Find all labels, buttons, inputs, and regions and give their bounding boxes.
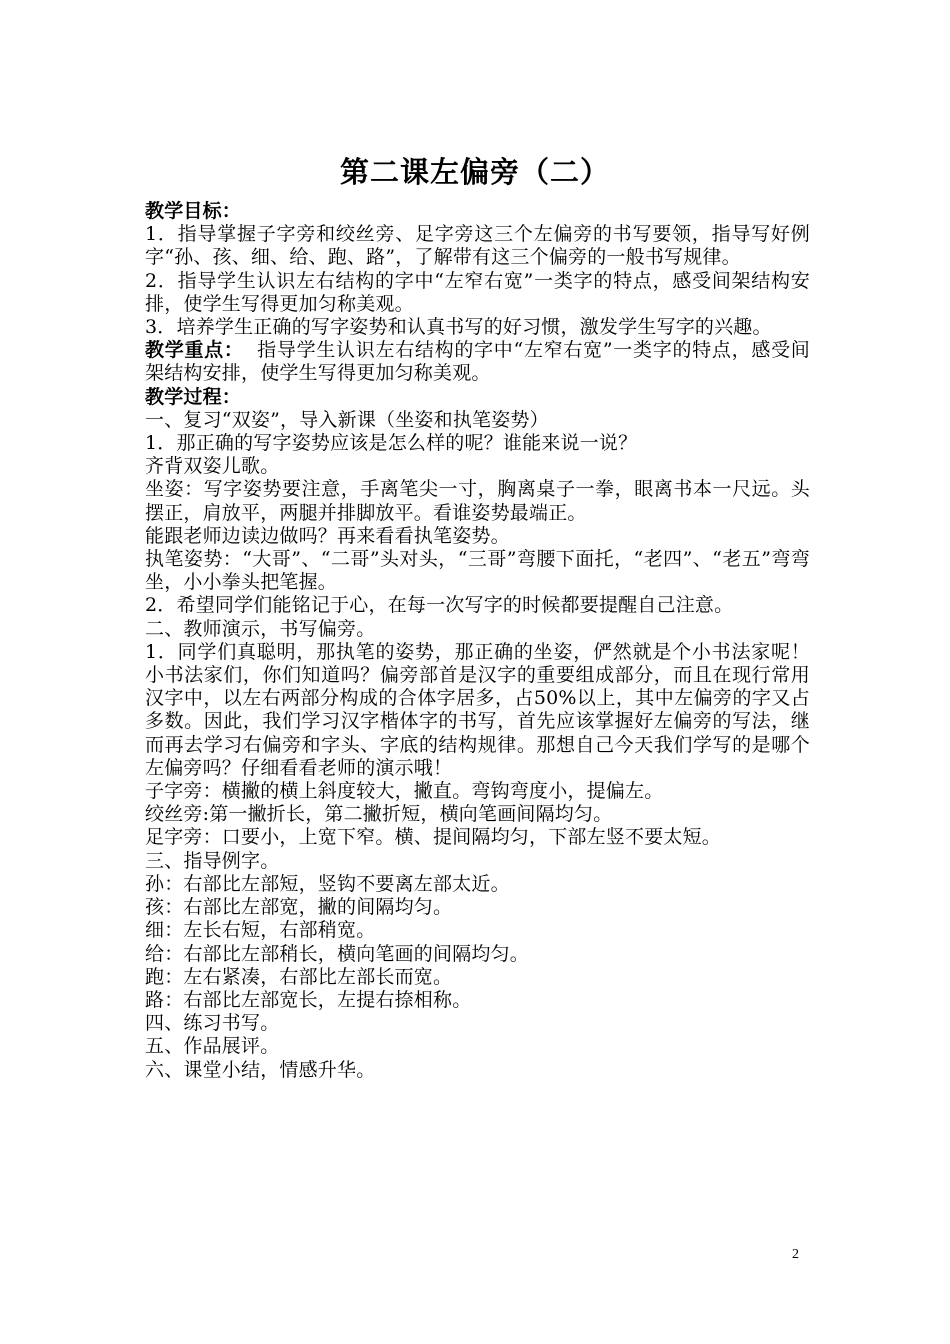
objectives-heading: 教学目标： xyxy=(145,200,242,222)
process-line: 齐背双姿儿歌。 xyxy=(145,455,280,478)
process-line: 能跟老师边读边做吗？再来看看执笔姿势。 xyxy=(145,524,510,547)
process-line: 一、复习“双姿”，导入新课（坐姿和执笔姿势） xyxy=(145,408,549,431)
objective-item: 2．指导学生认识左右结构的字中“左窄右宽”一类字的特点，感受间架结构安排，使学生写得更加匀称美观。 xyxy=(145,269,810,315)
process-line: 子字旁：横撇的横上斜度较大，撇直。弯钩弯度小，提偏左。 xyxy=(145,780,664,803)
process-line: 坐姿：写字姿势要注意，手离笔尖一寸，胸离桌子一拳，眼离书本一尺远。头摆正，肩放平，两腿并排脚放平。看谁姿势最端正。 xyxy=(145,478,810,524)
process-line: 六、课堂小结，情感升华。 xyxy=(145,1058,376,1081)
lesson-title: 第二课左偏旁（二） xyxy=(339,155,610,189)
process-heading: 教学过程： xyxy=(145,385,242,408)
process-line: 执笔姿势：“大哥”、“二哥”头对头，“三哥”弯腰下面托，“老四”、“老五”弯弯坐，小小拳头把笔握。 xyxy=(145,548,810,594)
process-line: 细：左长右短，右部稍宽。 xyxy=(145,919,376,942)
objective-item: 3．培养学生正确的写字姿势和认真书写的好习惯，激发学生写字的兴趣。 xyxy=(145,316,772,339)
page-number: 2 xyxy=(792,1247,799,1262)
process-line: 孙：右部比左部短，竖钩不要离左部太近。 xyxy=(145,872,510,895)
process-line: 五、作品展评。 xyxy=(145,1035,280,1058)
objective-item: 1．指导掌握子字旁和绞丝旁、足字旁这三个左偏旁的书写要领，指导写好例字“孙、孩、细、给、跑、路”，了解带有这三个偏旁的一般书写规律。 xyxy=(145,223,810,269)
process-line: 二、教师演示，书写偏旁。 xyxy=(145,617,376,640)
key-point-heading: 教学重点： xyxy=(145,339,244,362)
key-point-paragraph xyxy=(145,339,810,385)
process-line: 2．希望同学们能铭记于心，在每一次写字的时候都要提醒自己注意。 xyxy=(145,594,734,617)
process-line: 给：右部比左部稍长，横向笔画的间隔均匀。 xyxy=(145,942,530,965)
process-line: 四、练习书写。 xyxy=(145,1012,280,1035)
process-line: 1．那正确的写字姿势应该是怎么样的呢？谁能来说一说？ xyxy=(145,432,638,455)
process-line: 足字旁：口要小，上宽下窄。横、提间隔均匀，下部左竖不要太短。 xyxy=(145,826,722,849)
process-line: 1．同学们真聪明，那执笔的姿势，那正确的坐姿，俨然就是个小书法家呢！小书法家们，你们知道吗？偏旁部首是汉字的重要组成部分，而且在现行常用汉字中，以左右两部分构成的合体字居多，占50%以上，其中左偏旁的字又占多数。因此，我们学习汉字楷体字的书写，首先应该掌握好左偏旁的写法，继而再去学习右偏旁和字头、字底的结构规律。那想自己今天我们学写的是哪个左偏旁吗？仔细看看老师的演示哦！ xyxy=(145,640,810,779)
process-line: 绞丝旁:第一撇折长，第二撇折短，横向笔画间隔均匀。 xyxy=(145,803,613,826)
key-point-text: 指导学生认识左右结构的字中“左窄右宽”一类字的特点，感受间架结构安排，使学生写得更加匀称美观。 xyxy=(145,339,810,385)
process-line: 孩：右部比左部宽，撇的间隔均匀。 xyxy=(145,896,453,919)
process-line: 路：右部比左部宽长，左提右捺相称。 xyxy=(145,988,472,1011)
process-line: 跑：左右紧凑，右部比左部长而宽。 xyxy=(145,965,453,988)
process-line: 三、指导例字。 xyxy=(145,849,280,872)
lesson-body xyxy=(145,200,810,1082)
